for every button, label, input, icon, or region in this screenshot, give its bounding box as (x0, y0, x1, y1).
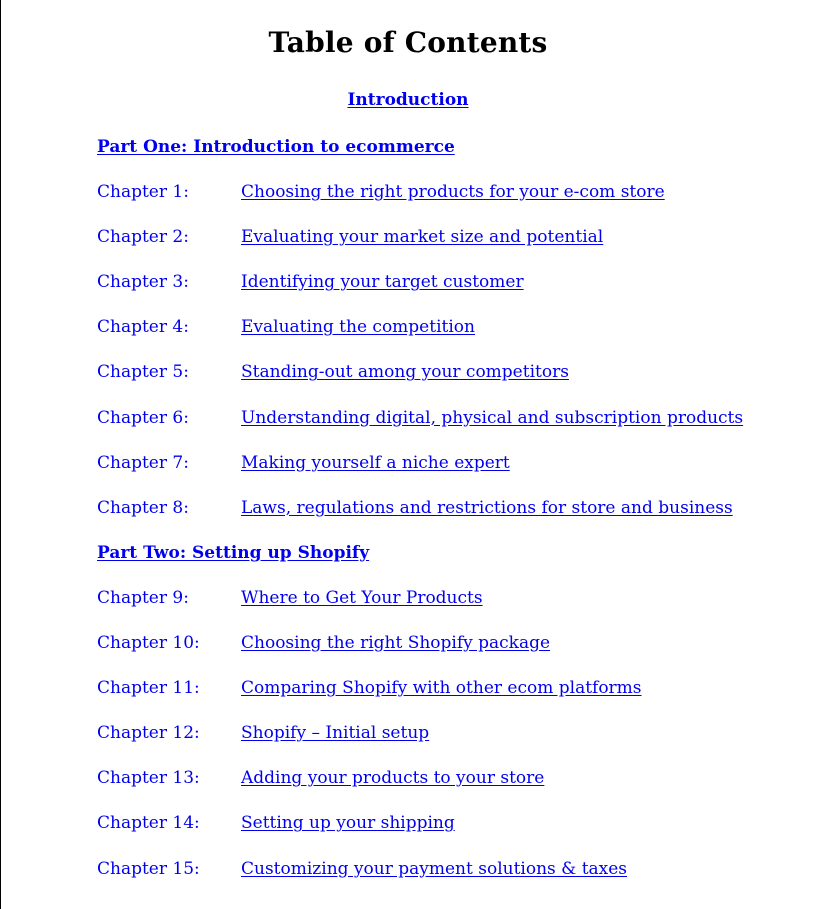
toc-chapter-link[interactable] (97, 359, 569, 385)
chapter-number: Chapter 1: (97, 182, 189, 203)
chapter-number: Chapter 10: (97, 633, 200, 654)
chapter-title: Laws, regulations and restrictions for store and business (241, 497, 733, 518)
chapter-number: Chapter 12: (97, 723, 200, 744)
chapter-number: Chapter 7: (97, 452, 189, 473)
chapter-title: Customizing your payment solutions & taxes (241, 858, 628, 879)
chapter-number: Chapter 3: (97, 272, 189, 293)
page-title: Table of Contents (268, 26, 548, 59)
chapter-title: Understanding digital, physical and subscription products (241, 407, 744, 428)
chapter-title: Identifying your target customer (241, 272, 524, 293)
toc-chapter-row (97, 450, 797, 495)
toc-chapter-link[interactable] (97, 720, 429, 746)
chapter-number: Chapter 8: (97, 497, 189, 518)
chapter-title: Making yourself a niche expert (241, 452, 510, 473)
chapter-title: Where to Get Your Products (241, 587, 483, 608)
toc-introduction (0, 90, 816, 110)
chapter-title: Adding your products to your store (241, 768, 545, 789)
toc-part-link[interactable]: Part One: Introduction to ecommerce (97, 137, 455, 157)
introduction-link[interactable]: Introduction (347, 90, 469, 110)
chapter-number: Chapter 6: (97, 407, 189, 428)
toc-list (97, 134, 797, 901)
chapter-number: Chapter 14: (97, 813, 200, 834)
toc-chapter-row (97, 765, 797, 810)
toc-chapter-link[interactable] (97, 179, 665, 205)
chapter-title: Setting up your shipping (241, 813, 455, 834)
toc-chapter-row (97, 856, 797, 901)
toc-chapter-row (97, 630, 797, 675)
chapter-title: Choosing the right products for your e-com store (241, 182, 665, 203)
toc-chapter-row (97, 314, 797, 359)
chapter-number: Chapter 5: (97, 362, 189, 383)
toc-chapter-link[interactable] (97, 630, 550, 656)
toc-chapter-link[interactable] (97, 405, 743, 431)
toc-chapter-row (97, 269, 797, 314)
toc-chapter-link[interactable] (97, 314, 475, 340)
toc-chapter-link[interactable] (97, 856, 627, 882)
toc-chapter-row (97, 495, 797, 540)
toc-part-row (97, 134, 797, 179)
toc-chapter-row (97, 585, 797, 630)
chapter-number: Chapter 9: (97, 587, 189, 608)
chapter-number: Chapter 2: (97, 227, 189, 248)
toc-chapter-link[interactable] (97, 675, 642, 701)
chapter-number: Chapter 4: (97, 317, 189, 338)
chapter-title: Standing-out among your competitors (241, 362, 569, 383)
toc-chapter-row (97, 359, 797, 404)
toc-chapter-row (97, 405, 797, 450)
toc-chapter-link[interactable] (97, 765, 544, 791)
chapter-title: Evaluating your market size and potential (241, 227, 604, 248)
toc-part-row (97, 540, 797, 585)
toc-chapter-row (97, 224, 797, 269)
toc-chapter-link[interactable] (97, 269, 524, 295)
chapter-title: Shopify – Initial setup (241, 723, 430, 744)
chapter-number: Chapter 11: (97, 678, 200, 699)
toc-chapter-link[interactable] (97, 495, 733, 521)
toc-chapter-link[interactable] (97, 224, 603, 250)
toc-chapter-link[interactable] (97, 585, 483, 611)
toc-chapter-row (97, 179, 797, 224)
toc-chapter-row (97, 810, 797, 855)
chapter-title: Choosing the right Shopify package (241, 633, 551, 654)
toc-chapter-link[interactable] (97, 810, 455, 836)
toc-chapter-link[interactable] (97, 450, 510, 476)
toc-chapter-row (97, 675, 797, 720)
toc-chapter-row (97, 720, 797, 765)
chapter-title: Evaluating the competition (241, 317, 475, 338)
toc-part-link[interactable]: Part Two: Setting up Shopify (97, 542, 370, 563)
chapter-number: Chapter 15: (97, 858, 200, 879)
chapter-title: Comparing Shopify with other ecom platforms (241, 678, 642, 699)
chapter-number: Chapter 13: (97, 768, 200, 789)
